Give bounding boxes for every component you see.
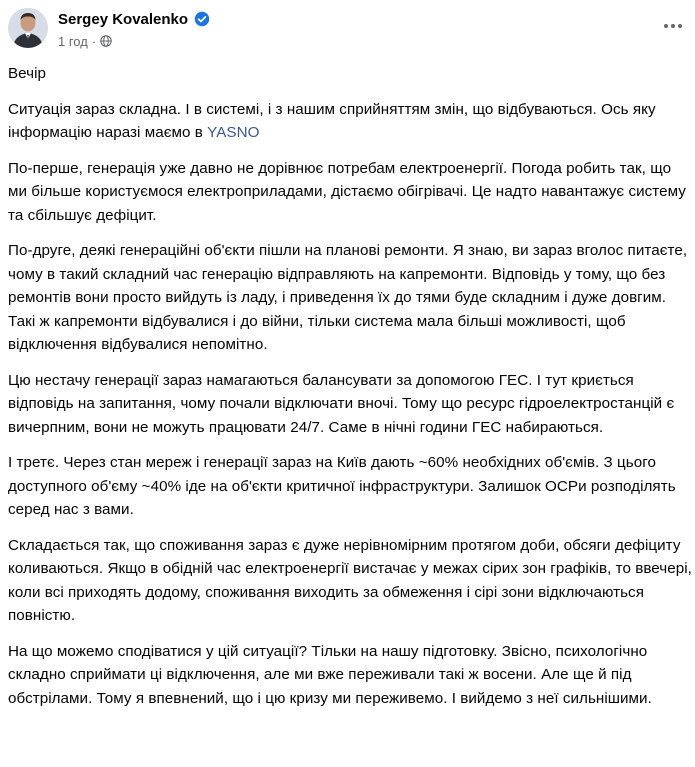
post-paragraph: І третє. Через стан мереж і генерації зараз на Київ дають ~60% необхідних об'ємів. З цього доступного об'єму ~40% іде на об'єкти критичної інфраструктури. Залишок ОСРи розподілять серед нас з вами. xyxy=(8,454,676,518)
post-paragraph: Вечір xyxy=(8,65,47,82)
yasno-link[interactable]: YASNO xyxy=(207,124,260,141)
author-row xyxy=(58,9,210,29)
verified-badge-icon xyxy=(194,11,210,27)
more-dot xyxy=(671,24,675,28)
more-options-icon[interactable] xyxy=(659,12,687,40)
post-body xyxy=(8,62,692,722)
post-timestamp[interactable]: 1 год xyxy=(58,33,88,49)
globe-icon[interactable] xyxy=(100,35,112,47)
avatar[interactable] xyxy=(8,8,48,48)
post-paragraph: По-друге, деякі генераційні об'єкти пішли на планові ремонти. Я знаю, ви зараз вголос питаєте, чому в такий складний час генерацію відправляють на капремонти. Відповідь у тому, що без ремонтів вони просто вийдуть із ладу, і приведення їх до тями буде складним і дуже довгим. Такі ж капремонти відбувалися і до війни, тільки система мала більші можливості, щоб відключення відбувалися непомітно. xyxy=(8,242,688,353)
post-paragraph: На що можемо сподіватися у цій ситуації? Тільки на нашу підготовку. Звісно, психологічно складно сприймати ці відключення, але ми вже переживали такі ж восени. Але ще й під обстрілами. Тому я впевнений, що і цю кризу ми переживемо. І вийдемо з неї сильнішими. xyxy=(8,642,652,707)
post-paragraph: Цю нестачу генерації зараз намагаються балансувати за допомогою ГЕС. І тут криється відповідь на запитання, чому почали відключати вночі. Тому що ресурс гідроелектростанцій є вичерпним, вони не можуть працювати 24/7. Саме в нічні години ГЕС набираються. xyxy=(8,371,675,436)
meta-separator: · xyxy=(91,33,97,49)
more-dot xyxy=(678,24,682,28)
post-paragraph: По-перше, генерація уже давно не дорівнює потребам електроенергії. Погода робить так, що ми більше користуємося електроприладами, дістаємо обігрівачі. Це надто навантажує систему та сбільшує дефіцит. xyxy=(8,159,686,224)
post-header xyxy=(0,0,695,60)
post-paragraph: Складається так, що споживання зараз є дуже нерівномірним протягом доби, обсяги дефіциту коливаються. Якщо в обідній час електроенергії вистачає у межах сірих зон графіків, то ввечері, коли всі приходять додому, споживання виходить за обмеження і сірі зони відключаються повністю. xyxy=(8,536,692,624)
post-meta xyxy=(58,32,112,50)
more-dot xyxy=(664,24,668,28)
paragraph-text: Ситуація зараз складна. І в системі, і з нашим сприйняттям змін, що відбуваються. Ось яку інформацію наразі маємо в xyxy=(8,100,656,141)
avatar-image xyxy=(8,8,48,48)
author-name[interactable]: Sergey Kovalenko xyxy=(58,10,189,28)
post-paragraph xyxy=(8,98,692,145)
